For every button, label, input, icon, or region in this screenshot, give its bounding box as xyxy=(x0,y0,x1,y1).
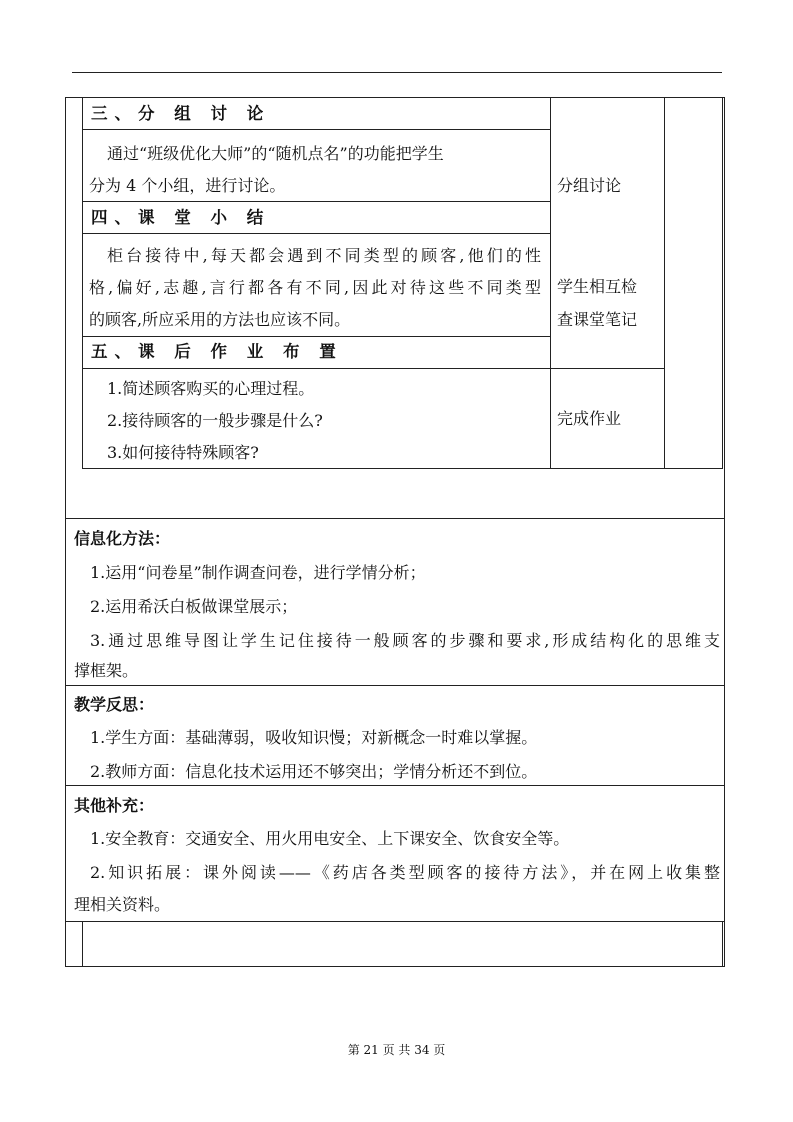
section-text-line: 柜台接待中,每天都会遇到不同类型的顾客,他们的性 xyxy=(107,246,541,265)
info-methods-label: 信息化方法： xyxy=(74,529,171,548)
info-method-item: 1.运用“问卷星”制作调查问卷，进行学情分析； xyxy=(90,563,426,582)
column-divider xyxy=(550,98,551,468)
header-rule xyxy=(72,72,722,73)
reflection-item: 2.教师方面：信息化技术运用还不够突出；学情分析还不到位。 xyxy=(90,762,538,781)
supplement-item: 理相关资料。 xyxy=(74,895,171,914)
reflection-item: 1.学生方面：基础薄弱，吸收知识慢；对新概念一时难以掌握。 xyxy=(90,728,538,747)
homework-item: 3.如何接待特殊顾客? xyxy=(107,443,259,462)
section-heading-group-discussion: 三、分 组 讨 论 xyxy=(91,104,271,123)
reflection-label: 教学反思： xyxy=(74,695,155,714)
homework-item: 2.接待顾客的一般步骤是什么? xyxy=(107,411,323,430)
section-divider xyxy=(66,685,724,686)
student-activity: 学生相互检 xyxy=(557,277,638,296)
section-divider xyxy=(66,518,724,519)
lesson-plan-table xyxy=(65,97,725,967)
info-method-item: 3.通过思维导图让学生记住接待一般顾客的步骤和要求,形成结构化的思维支 xyxy=(90,631,720,650)
section-heading-homework: 五、课 后 作 业 布 置 xyxy=(91,342,343,361)
info-method-item: 撑框架。 xyxy=(74,661,139,680)
page-footer: 第 21 页 共 34 页 xyxy=(347,1043,446,1057)
section-text-line: 通过“班级优化大师”的“随机点名”的功能把学生 xyxy=(107,144,444,163)
supplement-item: 1.安全教育：交通安全、用火用电安全、上下课安全、饮食安全等。 xyxy=(90,829,570,848)
row-divider xyxy=(83,129,550,130)
homework-item: 1.简述顾客购买的心理过程。 xyxy=(107,379,315,398)
row-divider xyxy=(83,336,550,337)
column-divider xyxy=(664,98,665,468)
section-divider xyxy=(66,785,724,786)
student-activity: 分组讨论 xyxy=(557,176,622,195)
activity-table xyxy=(82,98,723,469)
row-divider xyxy=(83,201,550,202)
student-activity: 完成作业 xyxy=(557,409,622,428)
info-method-item: 2.运用希沃白板做课堂展示； xyxy=(90,597,298,616)
row-divider xyxy=(83,233,550,234)
section-heading-summary: 四、课 堂 小 结 xyxy=(91,208,271,227)
supplement-label: 其他补充： xyxy=(74,796,155,815)
section-text-line: 的顾客,所应采用的方法也应该不同。 xyxy=(89,310,351,329)
section-text-line: 分为 4 个小组，进行讨论。 xyxy=(89,176,286,195)
supplement-item: 2.知识拓展：课外阅读——《药店各类型顾客的接待方法》，并在网上收集整 xyxy=(90,863,720,882)
student-activity: 查课堂笔记 xyxy=(557,310,638,329)
empty-inner-cell xyxy=(82,921,723,966)
section-text-line: 格,偏好,志趣,言行都各有不同,因此对待这些不同类型 xyxy=(89,278,541,297)
row-divider xyxy=(83,368,664,369)
